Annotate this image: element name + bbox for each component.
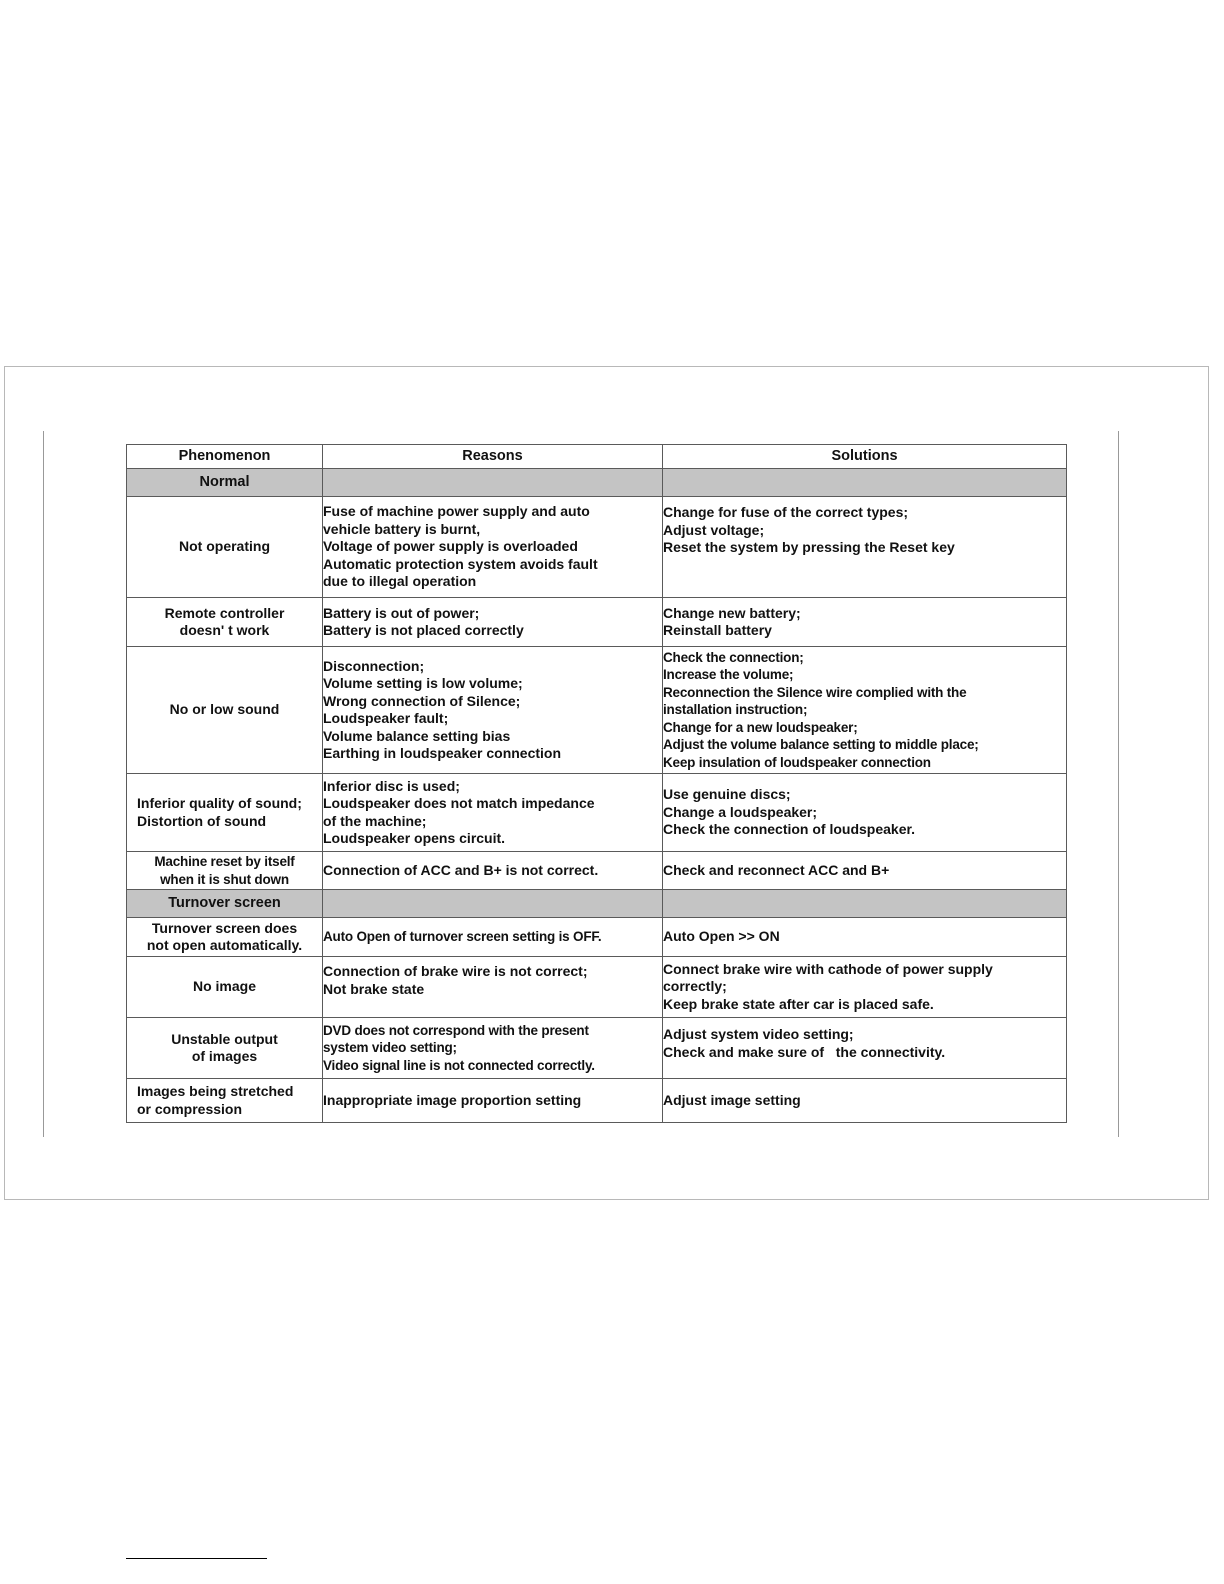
table-row <box>127 647 1067 774</box>
reasons-cell: Disconnection; Volume setting is low volume; Wrong connection of Silence; Loudspeaker fault; Volume balance setting bias Earthing in loudspeaker connection <box>323 647 663 774</box>
solutions-cell: Change for fuse of the correct types; Adjust voltage; Reset the system by pressing the Reset key <box>663 497 1067 598</box>
phenomenon-cell: No or low sound <box>127 647 323 774</box>
section-filler <box>663 469 1067 497</box>
reasons-cell: Inferior disc is used; Loudspeaker does not match impedance of the machine; Loudspeaker opens circuit. <box>323 774 663 852</box>
reasons-cell: Connection of brake wire is not correct; Not brake state <box>323 957 663 1018</box>
solutions-cell: Use genuine discs; Change a loudspeaker; Check the connection of loudspeaker. <box>663 774 1067 852</box>
section-filler <box>323 469 663 497</box>
phenomenon-cell: Turnover screen does not open automatically. <box>127 918 323 957</box>
header-reasons: Reasons <box>323 445 663 469</box>
solutions-cell: Connect brake wire with cathode of power supply correctly; Keep brake state after car is placed safe. <box>663 957 1067 1018</box>
right-margin-rule <box>1118 431 1119 1137</box>
header-row <box>127 445 1067 469</box>
header-solutions: Solutions <box>663 445 1067 469</box>
reasons-cell: Fuse of machine power supply and auto vehicle battery is burnt, Voltage of power supply is overloaded Automatic protection system avoids fault due to illegal operation <box>323 497 663 598</box>
reasons-cell: DVD does not correspond with the present system video setting; Video signal line is not connected correctly. <box>323 1018 663 1079</box>
section-label: Normal <box>127 469 323 497</box>
solutions-cell: Adjust system video setting; Check and make sure of the connectivity. <box>663 1018 1067 1079</box>
table-row <box>127 774 1067 852</box>
reasons-cell: Battery is out of power; Battery is not placed correctly <box>323 598 663 647</box>
reasons-cell: Auto Open of turnover screen setting is OFF. <box>323 918 663 957</box>
table-row <box>127 497 1067 598</box>
phenomenon-cell: Unstable output of images <box>127 1018 323 1079</box>
footnote-separator <box>126 1558 267 1559</box>
section-row-turnover-screen <box>127 890 1067 918</box>
phenomenon-cell: Machine reset by itself when it is shut down <box>127 852 323 890</box>
phenomenon-cell: Images being stretched or compression <box>127 1079 323 1123</box>
phenomenon-cell: Remote controller doesn' t work <box>127 598 323 647</box>
table-row <box>127 957 1067 1018</box>
section-row-normal <box>127 469 1067 497</box>
left-margin-rule <box>43 431 44 1137</box>
solutions-cell: Check and reconnect ACC and B+ <box>663 852 1067 890</box>
troubleshooting-table <box>126 444 1067 1123</box>
table-row <box>127 1079 1067 1123</box>
table-row <box>127 852 1067 890</box>
solutions-cell: Adjust image setting <box>663 1079 1067 1123</box>
phenomenon-cell: No image <box>127 957 323 1018</box>
header-phenomenon: Phenomenon <box>127 445 323 469</box>
solutions-cell: Auto Open >> ON <box>663 918 1067 957</box>
phenomenon-cell: Not operating <box>127 497 323 598</box>
reasons-cell: Connection of ACC and B+ is not correct. <box>323 852 663 890</box>
section-label: Turnover screen <box>127 890 323 918</box>
table-row <box>127 918 1067 957</box>
reasons-cell: Inappropriate image proportion setting <box>323 1079 663 1123</box>
section-filler <box>323 890 663 918</box>
phenomenon-cell: Inferior quality of sound; Distortion of sound <box>127 774 323 852</box>
solutions-cell: Change new battery; Reinstall battery <box>663 598 1067 647</box>
section-filler <box>663 890 1067 918</box>
table-row <box>127 598 1067 647</box>
table-row <box>127 1018 1067 1079</box>
solutions-cell: Check the connection; Increase the volume; Reconnection the Silence wire complied with the installation instruction; Change for a new loudspeaker; Adjust the volume balance setting to middle place; Keep insulation of loudspeaker connection <box>663 647 1067 774</box>
